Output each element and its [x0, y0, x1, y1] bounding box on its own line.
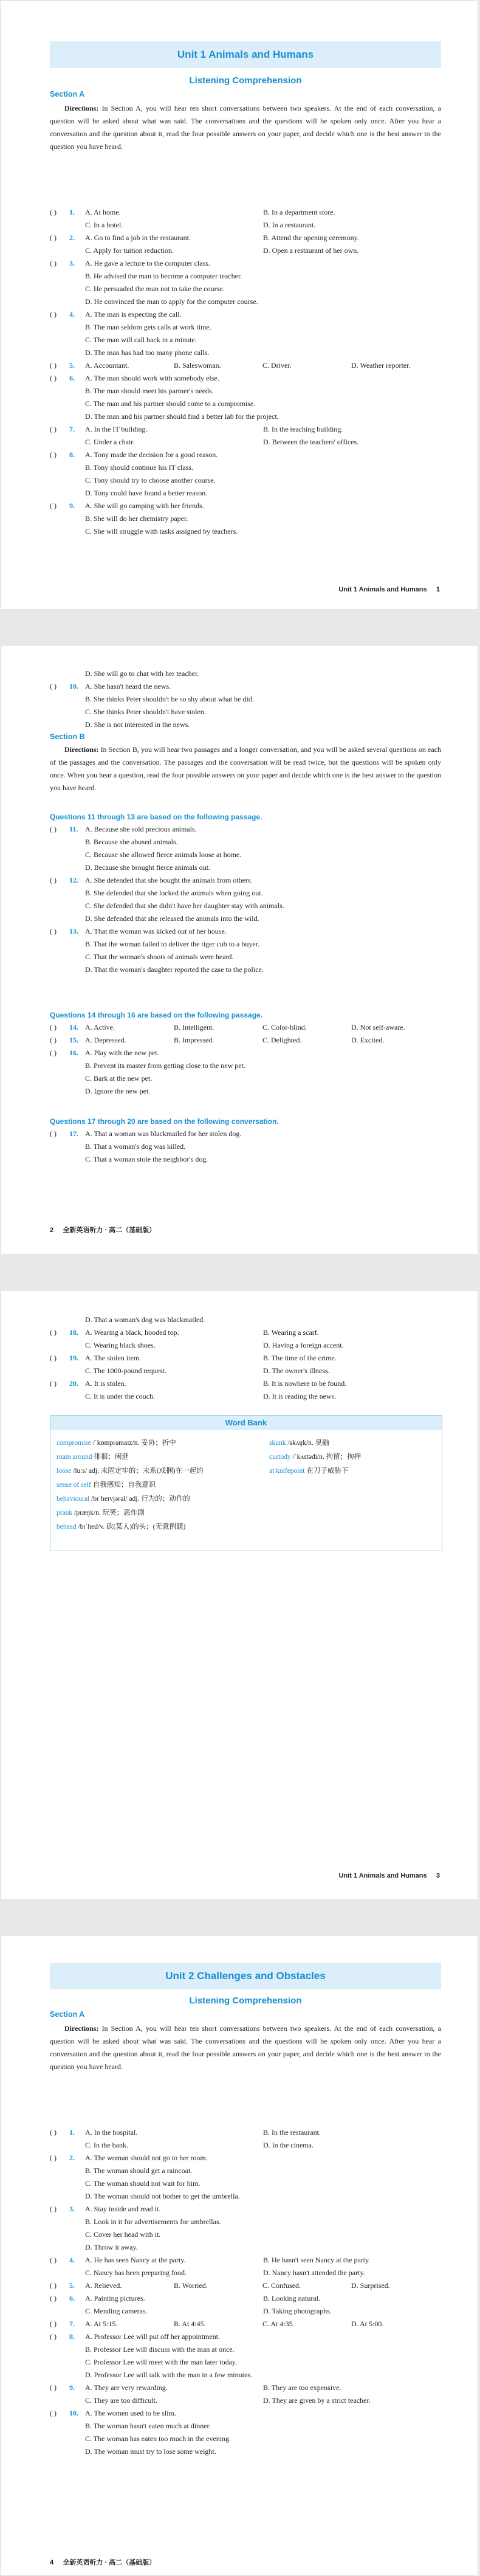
directions-label: Directions:	[64, 745, 99, 754]
question-number: 13.	[69, 927, 78, 935]
option-d[interactable]: D. The man and his partner should find a better lab for the project.	[85, 412, 279, 421]
answer-blank[interactable]: ( )	[50, 1379, 57, 1388]
option-a[interactable]: A. At home.	[85, 208, 121, 216]
option-a[interactable]: A. Active.	[85, 1023, 115, 1031]
question-number: 4.	[69, 310, 75, 319]
option-d[interactable]: D. She is not interested in the news.	[85, 720, 190, 729]
question-number: 2.	[69, 2154, 75, 2162]
option-c[interactable]: C. Professor Lee will meet with the man later today.	[85, 2358, 238, 2366]
page-footer	[339, 586, 440, 593]
option-b[interactable]: B. Looking natural.	[263, 2294, 320, 2302]
answer-blank[interactable]: ( )	[50, 501, 57, 510]
answer-blank[interactable]: ( )	[50, 259, 57, 267]
word-bank-term: skunk	[269, 1439, 286, 1447]
page-number: 1	[436, 586, 440, 593]
word-bank-definition: /luːs/ adj. 未固定牢的；未系(或捆)在一起的	[71, 1467, 204, 1475]
question-number: 5.	[69, 2281, 75, 2290]
word-bank-entry	[57, 1438, 176, 1447]
question-number: 20.	[69, 1379, 78, 1388]
option-d[interactable]: D. Weather reporter.	[351, 361, 411, 370]
answer-blank[interactable]: ( )	[50, 682, 57, 690]
option-b[interactable]: B. Tony should continue his IT class.	[85, 463, 194, 472]
option-a[interactable]: A. Because she sold precious animals.	[85, 825, 197, 833]
answer-blank[interactable]: ( )	[50, 927, 57, 935]
option-d[interactable]: D. The woman should not bother to get the umbrella.	[85, 2192, 240, 2200]
option-d[interactable]: D. Throw it away.	[85, 2243, 138, 2251]
option-d[interactable]: D. That a woman's dog was blackmailed.	[85, 1315, 205, 1324]
footer-unit: Unit 1 Animals and Humans	[338, 1872, 427, 1879]
option-a[interactable]: A. She will go camping with her friends.	[85, 501, 204, 510]
option-b[interactable]: B. In a department store.	[263, 208, 335, 216]
option-b[interactable]: B. He hasn't seen Nancy at the party.	[263, 2256, 371, 2264]
option-a[interactable]: A. Play with the new pet.	[85, 1049, 159, 1057]
option-c[interactable]: C. They are too difficult.	[85, 2396, 157, 2405]
option-d[interactable]: D. Surprised.	[351, 2281, 390, 2290]
answer-blank[interactable]: ( )	[50, 2409, 57, 2417]
option-c[interactable]: C. Nancy has been preparing food.	[85, 2268, 187, 2277]
option-b[interactable]: B. Prevent its master from getting close to the new pet.	[85, 1061, 245, 1070]
page-footer	[50, 1225, 156, 1235]
answer-blank[interactable]: ( )	[50, 825, 57, 833]
question-number: 11.	[69, 825, 78, 833]
unit-banner: Unit 2 Challenges and Obstacles	[50, 1963, 441, 1989]
answer-blank[interactable]: ( )	[50, 450, 57, 459]
option-d[interactable]: D. The man has had too many phone calls.	[85, 348, 210, 357]
option-d[interactable]: D. She defended that she released the animals into the wild.	[85, 914, 259, 923]
option-c[interactable]: C. Because she allowed fierce animals loose at home.	[85, 850, 242, 859]
answer-blank[interactable]: ( )	[50, 425, 57, 433]
word-bank-entry	[57, 1479, 156, 1489]
directions-label: Directions:	[64, 2024, 99, 2033]
option-b[interactable]: B. Impressed.	[174, 1036, 214, 1044]
page-number: 3	[436, 1872, 440, 1879]
option-b[interactable]: B. Because she abused animals.	[85, 838, 178, 846]
word-bank-definition: /ˈkʌstədi/n. 拘留；拘押	[290, 1453, 362, 1461]
question-number: 10.	[69, 2409, 78, 2417]
answer-blank[interactable]: ( )	[50, 2319, 57, 2328]
option-d[interactable]: D. Nancy hasn't attended the party.	[263, 2268, 365, 2277]
option-a[interactable]: A. She hasn't heard the news.	[85, 682, 171, 690]
option-b[interactable]: B. That a woman's dog was killed.	[85, 1142, 186, 1151]
answer-blank[interactable]: ( )	[50, 233, 57, 242]
option-c[interactable]: C. The woman has eaten too much in the evening.	[85, 2434, 231, 2443]
option-b[interactable]: B. She thinks Peter shouldn't be so shy about what he did.	[85, 695, 254, 703]
page-footer	[50, 2557, 156, 2567]
section-a-label: Section A	[50, 2010, 85, 2019]
option-a[interactable]: A. The stolen item.	[85, 1354, 142, 1362]
option-c[interactable]: C. Driver.	[262, 361, 292, 370]
unit-banner: Unit 1 Animals and Humans	[50, 41, 441, 68]
question-number: 16.	[69, 1049, 78, 1057]
option-d[interactable]: D. They are given by a strict teacher.	[263, 2396, 371, 2405]
option-c[interactable]: C. The 1000-pound request.	[85, 1366, 167, 1375]
question-number: 15.	[69, 1036, 78, 1044]
option-d[interactable]: D. The owner's illness.	[263, 1366, 330, 1375]
option-c[interactable]: C. The man and his partner should come to a compromise.	[85, 399, 256, 408]
word-bank-term: behead	[57, 1523, 77, 1531]
answer-blank[interactable]: ( )	[50, 2128, 57, 2137]
option-a[interactable]: A. The man should work with somebody else.	[85, 374, 219, 382]
option-b[interactable]: B. It is nowhere to be found.	[263, 1379, 347, 1388]
answer-blank[interactable]: ( )	[50, 2383, 57, 2392]
option-a[interactable]: A. The woman should not go to her room.	[85, 2154, 208, 2162]
word-bank-term: prank	[57, 1509, 73, 1517]
footer-book-title: 全新英语听力 · 高二（基础版）	[63, 1227, 156, 1234]
word-bank-definition: /præŋk/n. 玩笑；恶作剧	[72, 1509, 145, 1517]
directions-b	[50, 743, 441, 794]
option-b[interactable]: B. He advised the man to become a computer teacher.	[85, 272, 242, 280]
page-number: 4	[50, 2559, 54, 2566]
question-number: 6.	[69, 2294, 75, 2302]
option-b[interactable]: B. Worried.	[174, 2281, 208, 2290]
answer-blank[interactable]: ( )	[50, 1354, 57, 1362]
question-number: 9.	[69, 501, 75, 510]
option-d[interactable]: D. In the cinema.	[263, 2141, 314, 2149]
section-a-label: Section A	[50, 90, 85, 98]
option-c[interactable]: C. The woman should not wait for him.	[85, 2179, 201, 2188]
option-b[interactable]: B. Intelligent.	[174, 1023, 214, 1031]
option-d[interactable]: D. That the woman's daughter reported the case to the police.	[85, 965, 264, 974]
option-d[interactable]: D. She will go to chat with her teacher.	[85, 669, 199, 678]
question-group-heading: Questions 11 through 13 are based on the following passage.	[50, 813, 262, 821]
option-b[interactable]: B. At 4:45.	[174, 2319, 206, 2328]
option-d[interactable]: D. At 5:00.	[351, 2319, 384, 2328]
option-c[interactable]: C. Under a chair.	[85, 438, 135, 446]
option-d[interactable]: D. It is reading the news.	[263, 1392, 337, 1400]
option-c[interactable]: C. She defended that she didn't have her daughter stay with animals.	[85, 901, 284, 910]
question-group-heading: Questions 14 through 16 are based on the following passage.	[50, 1011, 263, 1019]
section-b-label: Section B	[50, 732, 85, 741]
question-number: 9.	[69, 2383, 75, 2392]
option-c[interactable]: C. Delighted.	[262, 1036, 302, 1044]
option-a[interactable]: A. That a woman was blackmailed for her stolen dog.	[85, 1129, 242, 1138]
word-bank-entry	[269, 1452, 361, 1461]
question-number: 19.	[69, 1354, 78, 1362]
option-c[interactable]: C. She thinks Peter shouldn't have stolen.	[85, 708, 206, 716]
answer-blank[interactable]: ( )	[50, 876, 57, 884]
option-c[interactable]: C. That the woman's shoots of animals were heard.	[85, 952, 234, 961]
footer-book-title: 全新英语听力 · 高二（基础版）	[63, 2559, 156, 2566]
word-bank-term: at knifepoint	[269, 1467, 305, 1475]
answer-blank[interactable]: ( )	[50, 2205, 57, 2213]
option-b[interactable]: B. In the restaurant.	[263, 2128, 321, 2137]
option-a[interactable]: A. At 5:15.	[85, 2319, 118, 2328]
option-c[interactable]: C. Color-blind.	[262, 1023, 307, 1031]
word-bank-definition: 自我感知；自我意识	[91, 1481, 156, 1489]
option-c[interactable]: C. She will struggle with tasks assigned by teachers.	[85, 527, 238, 536]
word-bank-term: compromise	[57, 1439, 91, 1447]
option-a[interactable]: A. Accountant.	[85, 361, 129, 370]
option-c[interactable]: C. The man will call back in a minute.	[85, 336, 197, 344]
option-b[interactable]: B. The woman hasn't eaten much at dinner.	[85, 2422, 211, 2430]
page-1	[1, 1, 478, 609]
option-b[interactable]: B. That the woman failed to deliver the tiger cub to a buyer.	[85, 940, 260, 948]
question-number: 8.	[69, 2332, 75, 2341]
word-bank-entry	[269, 1465, 348, 1475]
option-a[interactable]: A. Stay inside and read it.	[85, 2205, 161, 2213]
word-bank-definition: 徘徊；闲逛	[92, 1453, 129, 1461]
answer-blank[interactable]: ( )	[50, 2294, 57, 2302]
option-d[interactable]: D. Having a foreign accent.	[263, 1341, 344, 1349]
section-title: Listening Comprehension	[189, 1996, 302, 2006]
question-number: 18.	[69, 1328, 78, 1337]
option-a[interactable]: A. He gave a lecture to the computer class.	[85, 259, 210, 267]
option-b[interactable]: B. Look in it for advertisements for umbrellas.	[85, 2217, 221, 2226]
option-c[interactable]: C. Apply for tuition reduction.	[85, 246, 174, 255]
answer-blank[interactable]: ( )	[50, 2332, 57, 2341]
option-d[interactable]: D. Because she brought fierce animals out.	[85, 863, 210, 872]
option-c[interactable]: C. That a woman stole the neighbor's dog.	[85, 1155, 208, 1163]
option-d[interactable]: D. He convinced the man to apply for the computer course.	[85, 297, 258, 306]
option-a[interactable]: A. Relieved.	[85, 2281, 122, 2290]
answer-blank[interactable]: ( )	[50, 1023, 57, 1031]
word-bank-entry	[57, 1465, 204, 1475]
option-a[interactable]: A. The women used to be slim.	[85, 2409, 176, 2417]
question-number: 3.	[69, 2205, 75, 2213]
option-a[interactable]: A. Wearing a black, hooded top.	[85, 1328, 179, 1337]
option-a[interactable]: A. He has seen Nancy at the party.	[85, 2256, 186, 2264]
question-number: 3.	[69, 259, 75, 267]
word-bank-term: loose	[57, 1467, 72, 1475]
option-b[interactable]: B. Professor Lee will discuss with the man at once.	[85, 2345, 235, 2354]
option-a[interactable]: A. Go to find a job in the restaurant.	[85, 233, 191, 242]
question-number: 17.	[69, 1129, 78, 1138]
word-bank-title: Word Bank	[50, 1416, 442, 1430]
option-d[interactable]: D. Between the teachers' offices.	[263, 438, 359, 446]
option-b[interactable]: B. They are too expensive.	[263, 2383, 341, 2392]
question-number: 2.	[69, 233, 75, 242]
option-b[interactable]: B. She will do her chemistry paper.	[85, 514, 188, 523]
page-3	[1, 1291, 478, 1899]
question-number: 7.	[69, 425, 75, 433]
word-bank-definition: /bɪˈheɪvjərəl/ adj. 行为的；动作的	[89, 1495, 190, 1503]
question-number: 1.	[69, 2128, 75, 2137]
option-b[interactable]: B. Saleswoman.	[174, 361, 221, 370]
question-number: 8.	[69, 450, 75, 459]
section-title: Listening Comprehension	[189, 75, 302, 86]
option-d[interactable]: D. Open a restaurant of her own.	[263, 246, 359, 255]
directions-label: Directions:	[64, 104, 99, 112]
word-bank-term: custody	[269, 1453, 291, 1461]
option-b[interactable]: B. The time of the crime.	[263, 1354, 337, 1362]
word-bank-definition: /ˈkɒmprəmaɪz/n. 妥协；折中	[91, 1439, 176, 1447]
option-a[interactable]: A. That the woman was kicked out of her house.	[85, 927, 227, 935]
directions-a	[50, 102, 441, 153]
option-a[interactable]: A. She defended that she bought the animals from others.	[85, 876, 253, 884]
question-group-heading: Questions 17 through 20 are based on the following conversation.	[50, 1117, 279, 1126]
option-d[interactable]: D. Tony could have found a better reason.	[85, 489, 208, 497]
word-bank-definition: /skʌŋk/n. 臭鼬	[286, 1439, 329, 1447]
answer-blank[interactable]: ( )	[50, 208, 57, 216]
word-bank-definition: /bɪˈhed/v. 砍(某人)的头；(无意例题)	[76, 1523, 186, 1531]
option-a[interactable]: A. It is stolen.	[85, 1379, 126, 1388]
word-bank-entry	[57, 1507, 145, 1517]
question-number: 5.	[69, 361, 75, 370]
option-a[interactable]: A. Painting pictures.	[85, 2294, 145, 2302]
option-d[interactable]: D. In a restaurant.	[263, 221, 316, 229]
question-number: 4.	[69, 2256, 75, 2264]
page-number: 2	[50, 1227, 54, 1234]
word-bank-entry	[269, 1438, 329, 1447]
option-a[interactable]: A. The man is expecting the call.	[85, 310, 182, 319]
option-d[interactable]: D. Professor Lee will talk with the man in a few minutes.	[85, 2371, 252, 2379]
option-c[interactable]: C. In the bank.	[85, 2141, 128, 2149]
answer-blank[interactable]: ( )	[50, 2281, 57, 2290]
option-d[interactable]: D. Ignore the new pet.	[85, 1087, 151, 1095]
directions-text: In Section B, you will hear two passages and a longer conversation, and you will be asked several questions on each of the passages and the conversation. The passages and the conversation will be read twice, but the questions will be spoken only once. When you hear a question, read the four possible answers on your paper and decide which one is the best answer to the question you have heard.	[50, 745, 441, 792]
option-c[interactable]: C. Wearing black shoes.	[85, 1341, 156, 1349]
option-b[interactable]: B. The man should meet his partner's needs.	[85, 387, 214, 395]
question-number: 10.	[69, 682, 78, 690]
answer-blank[interactable]: ( )	[50, 374, 57, 382]
option-c[interactable]: C. Confused.	[262, 2281, 301, 2290]
question-number: 12.	[69, 876, 78, 884]
option-c[interactable]: C. It is under the couch.	[85, 1392, 155, 1400]
option-b[interactable]: B. In the teaching building.	[263, 425, 343, 433]
option-b[interactable]: B. The man seldom gets calls at work time.	[85, 323, 211, 331]
answer-blank[interactable]: ( )	[50, 310, 57, 319]
option-c[interactable]: C. At 4:35.	[262, 2319, 295, 2328]
option-a[interactable]: A. In the hospital.	[85, 2128, 138, 2137]
page-4	[1, 1936, 478, 2575]
answer-blank[interactable]: ( )	[50, 361, 57, 370]
option-c[interactable]: C. Cover her head with it.	[85, 2230, 161, 2239]
word-bank-term: behavioural	[57, 1495, 90, 1503]
word-bank-entry	[57, 1493, 190, 1503]
directions-text: In Section A, you will hear ten short conversations between two speakers. At the end of each conversation, a question will be asked about what was said. The conversations and the questions will be spoken only once. After you hear a conversation and the question about it, read the four possible answers on your paper, and decide which one is the best answer to the question you have heard.	[50, 2024, 441, 2071]
question-number: 14.	[69, 1023, 78, 1031]
word-bank	[50, 1415, 442, 1551]
question-number: 7.	[69, 2319, 75, 2328]
option-a[interactable]: A. Tony made the decision for a good reason.	[85, 450, 218, 459]
option-b[interactable]: B. The woman should get a raincoat.	[85, 2166, 193, 2175]
option-b[interactable]: B. Wearing a scarf.	[263, 1328, 319, 1337]
answer-blank[interactable]: ( )	[50, 1328, 57, 1337]
directions-text: In Section A, you will hear ten short conversations between two speakers. At the end of each conversation, a question will be asked about what was said. The conversations and the questions will be spoken only once. After you hear a conversation and the question about it, read the four possible answers on your paper, and decide which one is the best answer to the question you have heard.	[50, 104, 441, 151]
question-number: 6.	[69, 374, 75, 382]
option-d[interactable]: D. Excited.	[351, 1036, 385, 1044]
page-2	[1, 646, 478, 1254]
page-footer	[339, 1872, 440, 1879]
option-c[interactable]: C. Mending cameras.	[85, 2307, 148, 2315]
option-c[interactable]: C. He persuaded the man not to take the course.	[85, 284, 225, 293]
option-c[interactable]: C. Bark at the new pet.	[85, 1074, 153, 1083]
directions-a	[50, 2022, 441, 2073]
answer-blank[interactable]: ( )	[50, 1049, 57, 1057]
word-bank-entry	[57, 1521, 185, 1531]
word-bank-definition: 在刀子威胁下	[304, 1467, 349, 1475]
option-a[interactable]: A. They are very rewarding.	[85, 2383, 168, 2392]
option-a[interactable]: A. Professor Lee will put off her appointment.	[85, 2332, 221, 2341]
option-d[interactable]: D. Not self-aware.	[351, 1023, 405, 1031]
option-a[interactable]: A. Depressed.	[85, 1036, 126, 1044]
option-c[interactable]: C. In a hotel.	[85, 221, 123, 229]
answer-blank[interactable]: ( )	[50, 1129, 57, 1138]
option-c[interactable]: C. Tony should try to choose another course.	[85, 476, 216, 484]
footer-unit: Unit 1 Animals and Humans	[338, 586, 427, 593]
question-number: 1.	[69, 208, 75, 216]
option-d[interactable]: D. Taking photographs.	[263, 2307, 332, 2315]
word-bank-term: sense of self	[57, 1481, 91, 1489]
word-bank-term: roam around	[57, 1453, 92, 1461]
option-a[interactable]: A. In the IT building.	[85, 425, 148, 433]
option-b[interactable]: B. She defended that she locked the animals when going out.	[85, 889, 263, 897]
answer-blank[interactable]: ( )	[50, 2154, 57, 2162]
answer-blank[interactable]: ( )	[50, 1036, 57, 1044]
option-b[interactable]: B. Attend the opening ceremony.	[263, 233, 359, 242]
answer-blank[interactable]: ( )	[50, 2256, 57, 2264]
option-d[interactable]: D. The woman must try to lose some weight.	[85, 2447, 216, 2456]
word-bank-entry	[57, 1452, 129, 1461]
